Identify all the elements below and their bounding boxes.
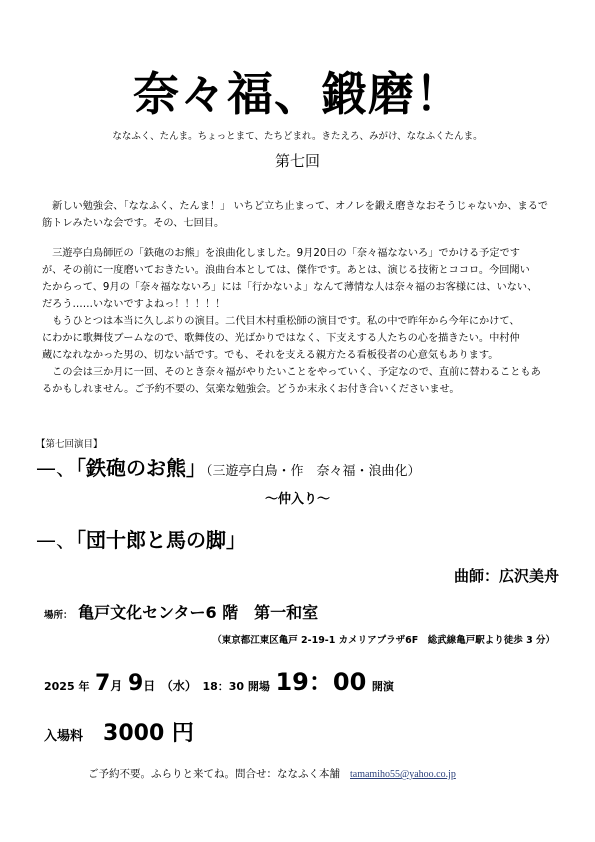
door-open-time: 18：30 開場: [202, 680, 270, 693]
venue-address: （東京都江東区亀戸 2-19-1 カメリアプラザ6F 総武線亀戸駅より徒歩 3 分）: [212, 635, 555, 646]
text-line: るかもしれません。ご予約不要の、気楽な勉強会。どうか末永くお付き合いくださいませ。: [42, 384, 460, 395]
text-line: たからって、9月の「奈々福なないろ」には「行かないよ」なんて薄情な人は奈々福のお客様には、いない、: [42, 282, 538, 293]
venue: [44, 600, 318, 623]
date-month-unit: 月: [110, 679, 123, 693]
date-weekday: （水）: [160, 679, 197, 693]
admission-fee: [44, 716, 194, 747]
text-line: 三遊亭白鳥師匠の「鉄砲のお熊」を浪曲化しました。9月20日の「奈々福なないろ」でかける予定です: [42, 248, 520, 259]
text-line: にわかに歌舞伎ブームなので、歌舞伎の、光ばかりではなく、下支えする人たちの心を描きたい。中村仲: [42, 333, 520, 344]
intro-paragraph: [42, 198, 562, 232]
date-day: 9: [127, 671, 144, 696]
text-line: 筋トレみたいな会です。その、七回目。: [42, 218, 225, 229]
fee-label: 入場料: [44, 729, 84, 744]
fee-value: 3000 円: [103, 721, 194, 746]
text-line: だろう……いないですよねっ！！！！！: [42, 299, 226, 310]
venue-label: 場所：: [44, 610, 73, 621]
contact-email-link[interactable]: tamamiho55@yahoo.co.jp: [350, 769, 456, 780]
program-title: 「鉄砲のお熊」: [76, 456, 206, 480]
event-datetime: [44, 662, 394, 697]
program-dash: —、: [36, 528, 76, 552]
program-note: （三遊亭白鳥・作 奈々福・浪曲化）: [206, 464, 421, 479]
text-line: もうひとつは本当に久しぶりの演目。二代目木村重松師の演目です。私の中で昨年から今年にかけて、: [42, 316, 520, 327]
start-time: 19：00: [275, 668, 367, 696]
date-year: 2025 年: [44, 680, 90, 693]
shamisen-player: 曲師：広沢美舟: [453, 567, 559, 585]
program-label: 【第七回演目】: [36, 439, 103, 450]
venue-name: 亀戸文化センター6 階 第一和室: [78, 603, 319, 622]
program-title: 「団十郎と馬の脚」: [76, 528, 246, 552]
program-dash: —、: [36, 456, 76, 480]
page-title: 奈々福、鍛磨！: [133, 67, 462, 121]
subtitle: ななふく、たんま。ちょっとまて、たちどまれ。きたえろ、みがけ、ななふくたんま。: [112, 131, 483, 142]
episode-number: 第七回: [274, 152, 320, 170]
description-paragraph: [42, 245, 562, 398]
intermission: ～仲入り～: [264, 492, 330, 507]
program-item-2: [36, 524, 246, 553]
start-label: 開演: [371, 680, 394, 693]
date-day-unit: 日: [143, 679, 156, 693]
date-month: 7: [95, 671, 111, 696]
text-line: が、その前に一度磨いておきたい。浪曲台本としては、傑作です。あとは、演じる技術とココロ。今回聞い: [42, 265, 530, 276]
text-line: 蔵になれなかった男の、切ない話です。でも、それを支える親方たる看板役者の心意気もあります。: [42, 350, 499, 361]
footer-text: ご予約不要。ふらりと来てね。問合せ：ななふく本舗: [88, 768, 340, 780]
text-line: 新しい勉強会、「ななふく、たんま！」 いちど立ち止まって、オノレを鍛え磨きなおそうじゃないか、まるで: [42, 201, 548, 212]
text-line: この会は三か月に一回、そのとき奈々福がやりたいことをやっていく、予定なので、直前に替わることもあ: [42, 367, 541, 378]
footer: [88, 766, 456, 781]
program-item-1: [36, 452, 421, 481]
